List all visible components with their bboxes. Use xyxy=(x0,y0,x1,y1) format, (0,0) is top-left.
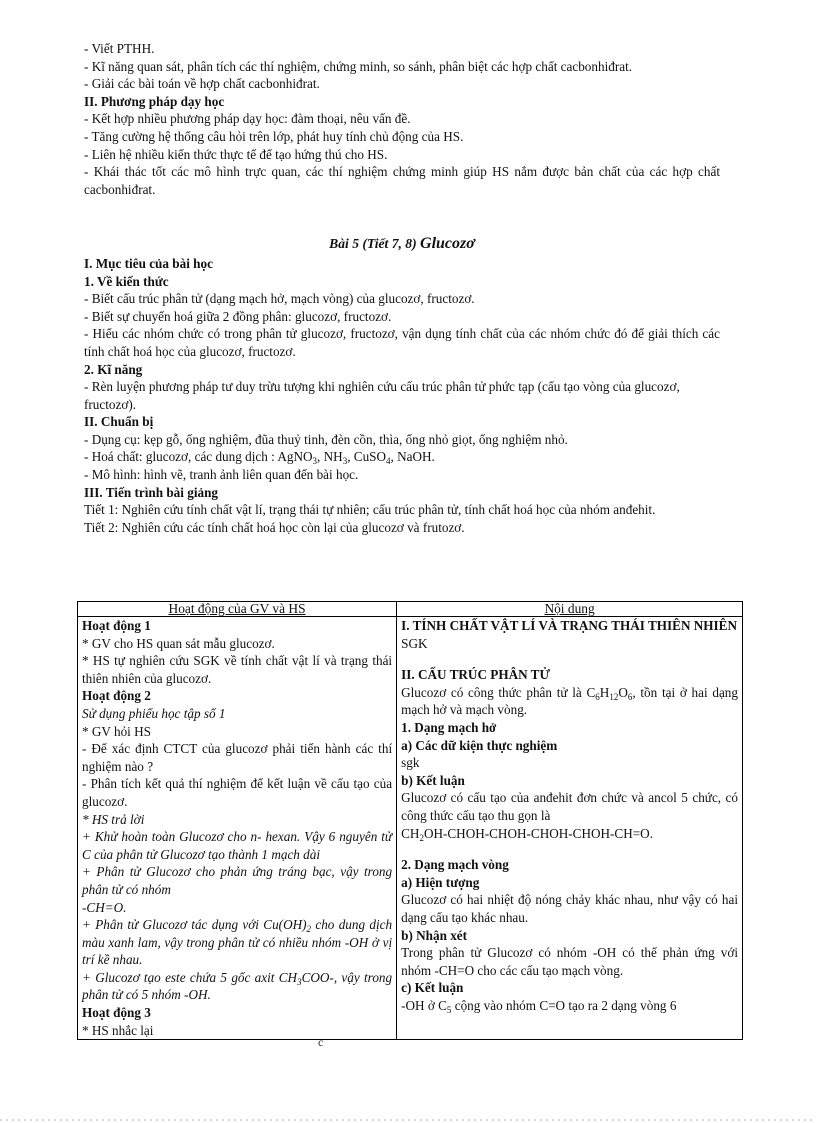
subscript: 3 xyxy=(342,456,348,467)
text-span: + Glucozơ tạo este chứa 5 gốc axit CH xyxy=(82,969,298,985)
text-span: , tồn tại ở hai dạng mạch hở và mạch vòng. xyxy=(401,684,738,718)
text-line: - Kĩ năng quan sát, phân tích các thí nghiệm, chứng minh, so sánh, phân biệt các hợp chất cacbonhiđrat. xyxy=(84,58,633,74)
text-line: - Dụng cụ: kẹp gỗ, ống nghiệm, đũa thuỷ tinh, đèn cồn, thìa, ống nhỏ giọt, ống nghiệm nhỏ. xyxy=(84,431,568,447)
subscript: 2 xyxy=(419,832,424,843)
text-line: - Tăng cường hệ thống câu hỏi trên lớp, phát huy tính chủ động của HS. xyxy=(84,128,464,144)
text-line: * HS trả lời xyxy=(82,811,145,827)
text-span: H xyxy=(599,684,610,700)
subscript: 12 xyxy=(609,691,619,702)
table-row xyxy=(78,617,743,1040)
text-line: Tiết 1: Nghiên cứu tính chất vật lí, trạng thái tự nhiên; cấu trúc phân tử, tính chất hoá học của nhóm anđehit. xyxy=(84,502,656,518)
text-line: - Rèn luyện phương pháp tư duy trừu tượng khi nghiên cứu cấu trúc phân tử phức tạp (cấu tạo vòng của glucozơ, fructozơ). xyxy=(84,379,684,412)
text-span: , NaOH. xyxy=(390,449,435,465)
table-header-row xyxy=(78,602,743,617)
objectives-heading: I. Mục tiêu của bài học xyxy=(84,255,213,271)
skills-heading: 2. Kĩ năng xyxy=(84,361,143,377)
activity-title: Hoạt động 2 xyxy=(82,688,151,704)
content-subheading: 1. Dạng mạch hở xyxy=(401,719,497,735)
text-line xyxy=(82,969,392,1004)
text-line: - Biết cấu trúc phân tử (dạng mạch hở, mạch vòng) của glucozơ, fructozơ. xyxy=(84,291,475,307)
text-span: CH xyxy=(401,825,420,841)
text-span: O xyxy=(618,684,628,700)
spacer xyxy=(401,652,738,666)
text-line: -CH=O. xyxy=(82,899,127,915)
text-line: * HS nhắc lại xyxy=(82,1022,154,1038)
text-line: - Để xác định CTCT của glucozơ phải tiến hành các thí nghiệm nào ? xyxy=(82,741,393,774)
right-column xyxy=(397,617,743,1040)
subscript: 2 xyxy=(306,924,312,935)
activity-table xyxy=(77,601,743,1040)
content-subheading: a) Hiện tượng xyxy=(401,874,480,890)
page-body xyxy=(84,40,724,536)
text-line: SGK xyxy=(401,635,428,651)
text-line: Glucozơ có cấu tạo của anđehit đơn chức và ancol 5 chức, có công thức cấu tạo thu gọn là xyxy=(401,790,738,823)
content-subheading: b) Nhận xét xyxy=(401,927,468,943)
text-span: cộng vào nhóm C=O tạo ra 2 dạng vòng 6 xyxy=(451,997,677,1013)
subscript: 4 xyxy=(386,456,391,467)
text-line: * HS tự nghiên cứu SGK về tính chất vật lí và trạng thái thiên nhiên của glucozơ. xyxy=(82,653,393,686)
text-line xyxy=(401,684,738,719)
text-line: - Kết hợp nhiều phương pháp dạy học: đàm thoại, nêu vấn đề. xyxy=(84,111,411,127)
text-line: + Khử hoàn toàn Glucozơ cho n- hexan. Vậy 6 nguyên tử C của phân tử Glucozơ tạo thành 1 mạch dài xyxy=(82,829,393,862)
lesson-title xyxy=(84,235,720,253)
text-span: Glucozơ có công thức phân tử là C xyxy=(401,684,596,700)
text-line: - Hiểu các nhóm chức có trong phân tử glucozơ, fructozơ, vận dụng tính chất của các nhóm chức đó để giải thích các tính chất hoá học của glucozơ, fructozơ. xyxy=(84,326,724,359)
text-span: , NH xyxy=(317,449,343,465)
text-span: , CuSO xyxy=(347,449,387,465)
text-line: - Mô hình: hình vẽ, tranh ảnh liên quan đến bài học. xyxy=(84,467,359,483)
subscript: 6 xyxy=(595,691,600,702)
text-line: - Khái thác tốt các mô hình trực quan, các thí nghiệm chứng minh giúp HS nắm được bản chất của các hợp chất cacbonhiđrat. xyxy=(84,164,724,197)
formula-line xyxy=(401,825,738,843)
text-line: Trong phân tử Glucozơ có nhóm -OH có thể phản ứng với nhóm -CH=O cho các cấu tạo mạch vòng. xyxy=(401,945,738,978)
text-span: -OH ở C xyxy=(401,997,447,1013)
text-line: Sử dụng phiếu học tập số 1 xyxy=(82,705,226,721)
page-bottom-border xyxy=(0,1119,816,1121)
text-line: - Liên hệ nhiều kiến thức thực tế để tạo hứng thú cho HS. xyxy=(84,146,388,162)
text-line: + Phân tử Glucozơ cho phản ứng tráng bạc, vậy trong phân tử có nhóm xyxy=(82,864,393,897)
text-line: Tiết 2: Nghiên cứu các tính chất hoá học còn lại của glucozơ và frutozơ. xyxy=(84,519,465,535)
text-line: - Phân tích kết quả thí nghiệm để kết luận về cấu tạo của glucozơ. xyxy=(82,776,393,809)
section-heading: II. Phương pháp dạy học xyxy=(84,93,225,109)
left-column xyxy=(78,617,397,1040)
text-line: * GV hỏi HS xyxy=(82,723,152,739)
text-span: OH-CHOH-CHOH-CHOH-CHOH-CH=O. xyxy=(423,825,653,841)
text-line: - Giải các bài toán về hợp chất cacbonhiđrat. xyxy=(84,76,320,92)
lesson-title-main: Glucozơ xyxy=(420,235,475,253)
content-subheading: 2. Dạng mạch vòng xyxy=(401,857,509,873)
text-line xyxy=(82,916,392,969)
content-subheading: a) Các dữ kiện thực nghiệm xyxy=(401,737,558,753)
cursor-mark: c xyxy=(318,1035,324,1049)
header-content: Nội dung xyxy=(397,602,743,617)
header-activities: Hoạt động của GV và HS xyxy=(78,602,397,617)
content-subheading: c) Kết luận xyxy=(401,980,464,996)
knowledge-heading: 1. Về kiến thức xyxy=(84,273,169,289)
text-span: cho dung dịch màu xanh lam, vậy trong phân tử có nhiều nhóm -OH ở vị trí kề nhau. xyxy=(82,917,393,968)
lesson-title-prefix: Bài 5 (Tiết 7, 8) xyxy=(329,236,421,252)
chemicals-line xyxy=(84,448,720,466)
activity-title: Hoạt động 3 xyxy=(82,1005,151,1021)
spacer xyxy=(401,842,738,856)
content-subheading: b) Kết luận xyxy=(401,772,465,788)
text-line: - Viết PTHH. xyxy=(84,41,155,56)
text-span: + Phân tử Glucozơ tác dụng với Cu(OH) xyxy=(82,917,307,933)
subscript: 5 xyxy=(446,1004,452,1015)
text-line: Glucozơ có hai nhiệt độ nóng chảy khác nhau, như vậy có hai dạng cấu tạo khác nhau. xyxy=(401,892,738,925)
text-line xyxy=(401,997,738,1015)
process-heading: III. Tiến trình bài giảng xyxy=(84,484,218,500)
subscript: 3 xyxy=(312,456,318,467)
text-span: - Hoá chất: glucozơ, các dung dịch : AgNO xyxy=(84,449,313,465)
content-heading: I. TÍNH CHẤT VẬT LÍ VÀ TRẠNG THÁI THIÊN NHIÊN xyxy=(401,618,738,633)
activity-title: Hoạt động 1 xyxy=(82,618,151,633)
text-line: * GV cho HS quan sát mẫu glucozơ. xyxy=(82,635,275,651)
subscript: 6 xyxy=(627,691,633,702)
prep-heading: II. Chuẩn bị xyxy=(84,414,154,430)
subscript: 3 xyxy=(297,976,302,987)
text-line: sgk xyxy=(401,755,420,771)
content-heading: II. CẤU TRÚC PHÂN TỬ xyxy=(401,667,550,683)
text-line: - Biết sự chuyển hoá giữa 2 đồng phân: glucozơ, fructozơ. xyxy=(84,308,392,324)
text-span: COO-, vậy trong phân tử có 5 nhóm -OH. xyxy=(82,969,393,1003)
